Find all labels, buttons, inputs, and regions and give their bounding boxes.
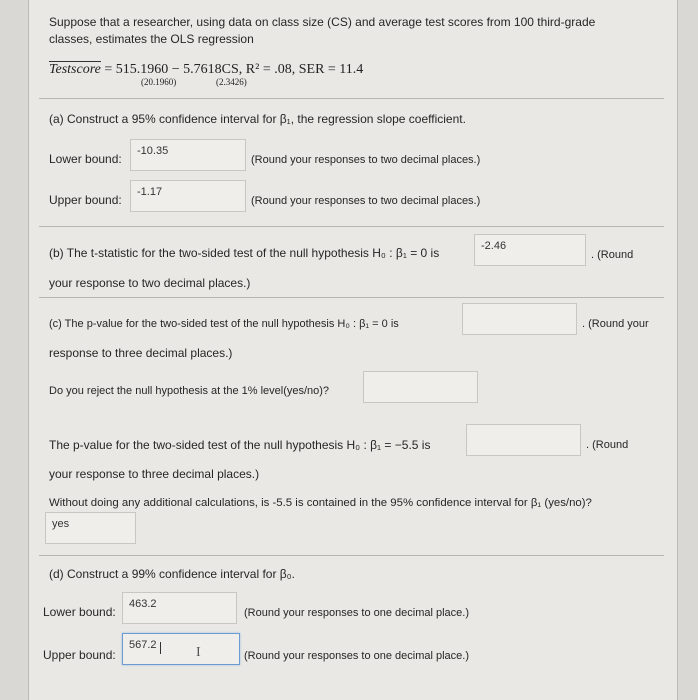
reject-input[interactable] (363, 371, 478, 403)
part-c-question: (c) The p-value for the two-sided test of the null hypothesis H₀ : β₁ = 0 is (49, 318, 399, 330)
text-cursor-icon: I (196, 645, 201, 660)
part-c-hint-b: response to three decimal places.) (49, 346, 233, 360)
part-d-lower-hint: (Round your responses to one decimal place.) (244, 607, 470, 619)
part-b-hint-b: your response to two decimal places.) (49, 276, 251, 290)
slope-term: 5.7618CS, (183, 62, 243, 77)
contained-question: Without doing any additional calculations, is -5.5 is contained in the 95% confidence interval for β₁ (yes/no)? (49, 497, 592, 509)
divider (39, 555, 664, 556)
part-d-upper-hint: (Round your responses to one decimal place.) (244, 650, 470, 662)
part-a-upper-input[interactable]: -1.17 (130, 180, 246, 212)
se-intercept: (20.1960) (141, 77, 177, 87)
testscore-hat: Testscore (49, 62, 101, 77)
r-squared: R² = .08, (245, 62, 296, 77)
pvalue2-question: The p-value for the two-sided test of the null hypothesis H₀ : β₁ = −5.5 is (49, 438, 431, 452)
part-d-lower-input[interactable]: 463.2 (122, 592, 237, 624)
part-a-lower-label: Lower bound: (49, 152, 122, 166)
ser-value: SER = 11.4 (298, 62, 364, 77)
part-b-question: (b) The t-statistic for the two-sided test of the null hypothesis H₀ : β₁ = 0 is (49, 246, 440, 260)
part-c-hint-a: . (Round your (582, 318, 649, 330)
part-a-question: (a) Construct a 95% confidence interval for β₁, the regression slope coefficient. (49, 112, 466, 126)
part-c-pvalue-input[interactable] (462, 303, 577, 335)
intercept-value: 515.1960 (115, 62, 169, 77)
part-d-upper-input[interactable]: 567.2 (122, 633, 240, 665)
part-b-hint-a: . (Round (591, 249, 634, 261)
reject-question: Do you reject the null hypothesis at the 1% level(yes/no)? (49, 385, 330, 397)
pvalue2-hint-a: . (Round (586, 439, 629, 451)
minus-sign: − (171, 62, 180, 77)
part-a-lower-input[interactable]: -10.35 (130, 139, 246, 171)
contained-input[interactable]: yes (45, 512, 136, 544)
part-d-upper-label: Upper bound: (43, 648, 116, 662)
divider (39, 226, 664, 227)
part-d-question: (d) Construct a 99% confidence interval for β₀. (49, 567, 295, 581)
intro-line-1: Suppose that a researcher, using data on class size (CS) and average test scores from 100 third-grade (49, 15, 596, 29)
divider (39, 98, 664, 99)
regression-equation (49, 62, 363, 78)
part-d-lower-label: Lower bound: (43, 605, 116, 619)
text-caret (160, 642, 161, 654)
part-a-lower-hint: (Round your responses to two decimal places.) (251, 154, 481, 166)
equals-sign: = (104, 62, 113, 77)
part-b-input[interactable]: -2.46 (474, 234, 586, 266)
pvalue2-input[interactable] (466, 424, 581, 456)
se-slope: (2.3426) (216, 77, 247, 87)
part-a-upper-label: Upper bound: (49, 193, 122, 207)
question-page (28, 0, 678, 700)
part-a-upper-hint: (Round your responses to two decimal places.) (251, 195, 481, 207)
intro-line-2: classes, estimates the OLS regression (49, 32, 254, 46)
pvalue2-hint-b: your response to three decimal places.) (49, 467, 260, 481)
divider (39, 297, 664, 298)
